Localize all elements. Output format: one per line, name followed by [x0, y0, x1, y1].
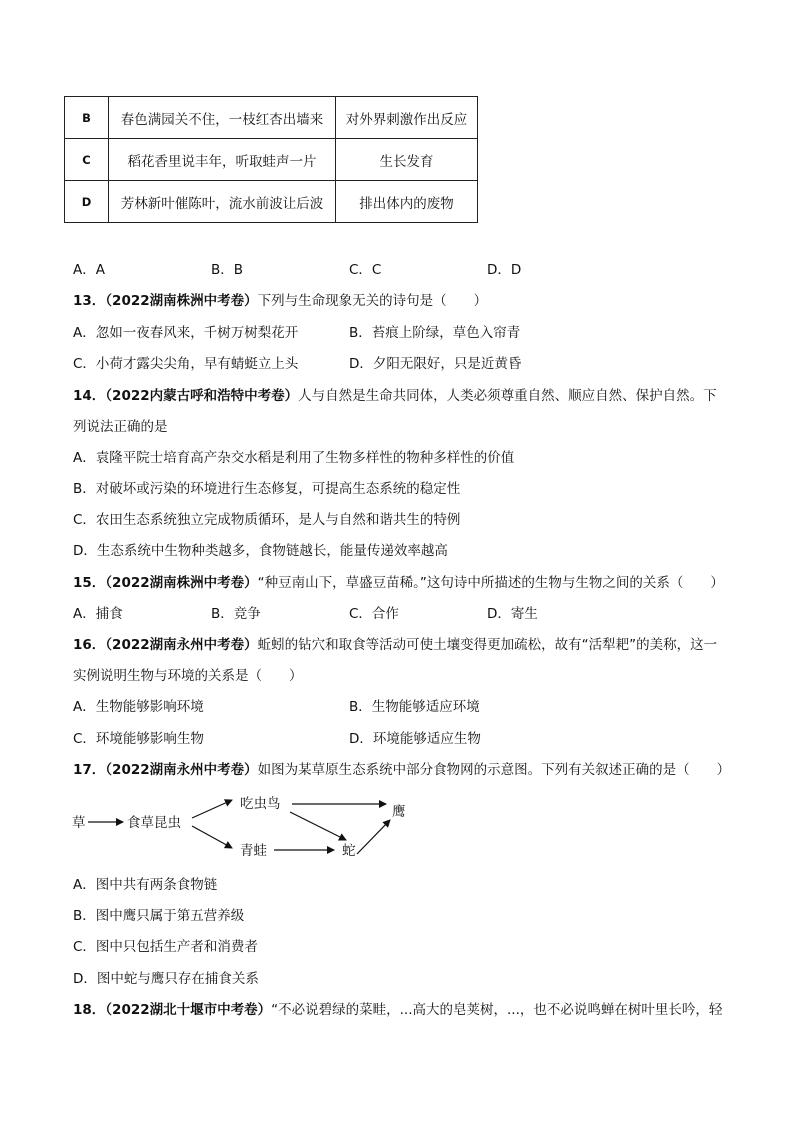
q16-option-d: D．环境能够适应生物: [349, 731, 481, 747]
node-frog: 青蛙: [240, 843, 267, 859]
arrow-snake-eagle: [357, 820, 390, 854]
q12-option-d: D．D: [487, 262, 522, 278]
q15-option-b: B．竞争: [211, 606, 261, 622]
arrow-insect-frog: [192, 826, 232, 848]
food-web-diagram: [60, 790, 420, 870]
node-bird: 吃虫鸟: [240, 796, 281, 812]
question-source: （2022湖北十堰市中考卷）: [105, 1002, 272, 1018]
q17-option-a: A．图中共有两条食物链: [73, 877, 218, 893]
node-insect: 食草昆虫: [127, 815, 181, 831]
row-feature: 生长发育: [336, 139, 478, 181]
q14-option-d: D．生态系统中生物种类越多，食物链越长，能量传递效率越高: [73, 543, 448, 559]
options-table: [64, 96, 478, 223]
question-number: 18．: [73, 1002, 106, 1018]
question-text: 蚯蚓的钻穴和取食等活动可使土壤变得更加疏松，故有“活犁耙”的美称，这一: [257, 637, 718, 653]
question-source: （2022内蒙古呼和浩特中考卷）: [105, 388, 299, 404]
q17-stem: [73, 760, 730, 780]
question-number: 17．: [73, 762, 106, 778]
q17-option-d: D．图中蛇与鹰只存在捕食关系: [73, 971, 259, 987]
row-feature: 排出体内的废物: [336, 181, 478, 223]
table-row: [65, 97, 478, 139]
q14-stem-continued: 列说法正确的是: [73, 419, 168, 435]
table-row: [65, 139, 478, 181]
question-text: 人与自然是生命共同体，人类必须尊重自然、顺应自然、保护自然。下: [298, 388, 717, 404]
question-text: 下列与生命现象无关的诗句是（ ）: [257, 293, 488, 309]
row-poem: 春色满园关不住，一枝红杏出墙来: [109, 97, 336, 139]
q14-option-b: B．对破坏或污染的环境进行生态修复，可提高生态系统的稳定性: [73, 481, 461, 497]
arrow-insect-bird: [192, 800, 232, 818]
q15-option-c: C．合作: [349, 606, 399, 622]
question-source: （2022湖南永州中考卷）: [105, 762, 258, 778]
row-letter: B: [65, 97, 109, 139]
row-poem: 稻花香里说丰年，听取蛙声一片: [109, 139, 336, 181]
q14-option-a: A．袁隆平院士培育高产杂交水稻是利用了生物多样性的物种多样性的价值: [73, 450, 515, 466]
q13-option-c: C．小荷才露尖尖角，早有蜻蜓立上头: [73, 356, 299, 372]
table-row: [65, 181, 478, 223]
q17-option-b: B．图中鹰只属于第五营养级: [73, 908, 245, 924]
question-number: 14．: [73, 388, 106, 404]
q12-option-a: A．A: [73, 262, 105, 278]
row-letter: D: [65, 181, 109, 223]
q16-option-c: C．环境能够影响生物: [73, 731, 204, 747]
q18-stem: [73, 1000, 722, 1020]
q16-option-b: B．生物能够适应环境: [349, 699, 480, 715]
q14-stem: [73, 386, 717, 406]
question-source: （2022湖南株洲中考卷）: [105, 575, 258, 591]
question-number: 15．: [73, 575, 106, 591]
q15-option-d: D．寄生: [487, 606, 538, 622]
q15-stem: [73, 573, 724, 593]
row-letter: C: [65, 139, 109, 181]
q17-option-c: C．图中只包括生产者和消费者: [73, 939, 258, 955]
q13-stem: [73, 291, 487, 311]
q12-option-b: B．B: [211, 262, 244, 278]
question-text: “不必说碧绿的菜畦，...高大的皂荚树，...，也不必说鸣蝉在树叶里长吟，轻: [271, 1002, 723, 1018]
question-text: “种豆南山下，草盛豆苗稀。”这句诗中所描述的生物与生物之间的关系（ ）: [257, 575, 724, 591]
q16-stem: [73, 635, 717, 655]
row-feature: 对外界刺激作出反应: [336, 97, 478, 139]
q16-option-a: A．生物能够影响环境: [73, 699, 204, 715]
q13-option-a: A．忽如一夜春风来，千树万树梨花开: [73, 325, 299, 341]
question-number: 13．: [73, 293, 106, 309]
question-source: （2022湖南永州中考卷）: [105, 637, 258, 653]
question-number: 16．: [73, 637, 106, 653]
q14-option-c: C．农田生态系统独立完成物质循环，是人与自然和谐共生的特例: [73, 512, 461, 528]
arrow-bird-snake: [290, 812, 346, 840]
q12-option-c: C．C: [349, 262, 382, 278]
q13-option-d: D．夕阳无限好，只是近黄昏: [349, 356, 522, 372]
question-source: （2022湖南株洲中考卷）: [105, 293, 258, 309]
node-grass: 草: [72, 815, 86, 831]
question-text: 如图为某草原生态系统中部分食物网的示意图。下列有关叙述正确的是（ ）: [257, 762, 731, 778]
q13-option-b: B．苔痕上阶绿，草色入帘青: [349, 325, 521, 341]
node-eagle: 鹰: [392, 804, 406, 820]
q15-option-a: A．捕食: [73, 606, 123, 622]
node-snake: 蛇: [342, 843, 356, 859]
q16-stem-continued: 实例说明生物与环境的关系是（ ）: [73, 668, 303, 684]
row-poem: 芳林新叶催陈叶，流水前波让后波: [109, 181, 336, 223]
